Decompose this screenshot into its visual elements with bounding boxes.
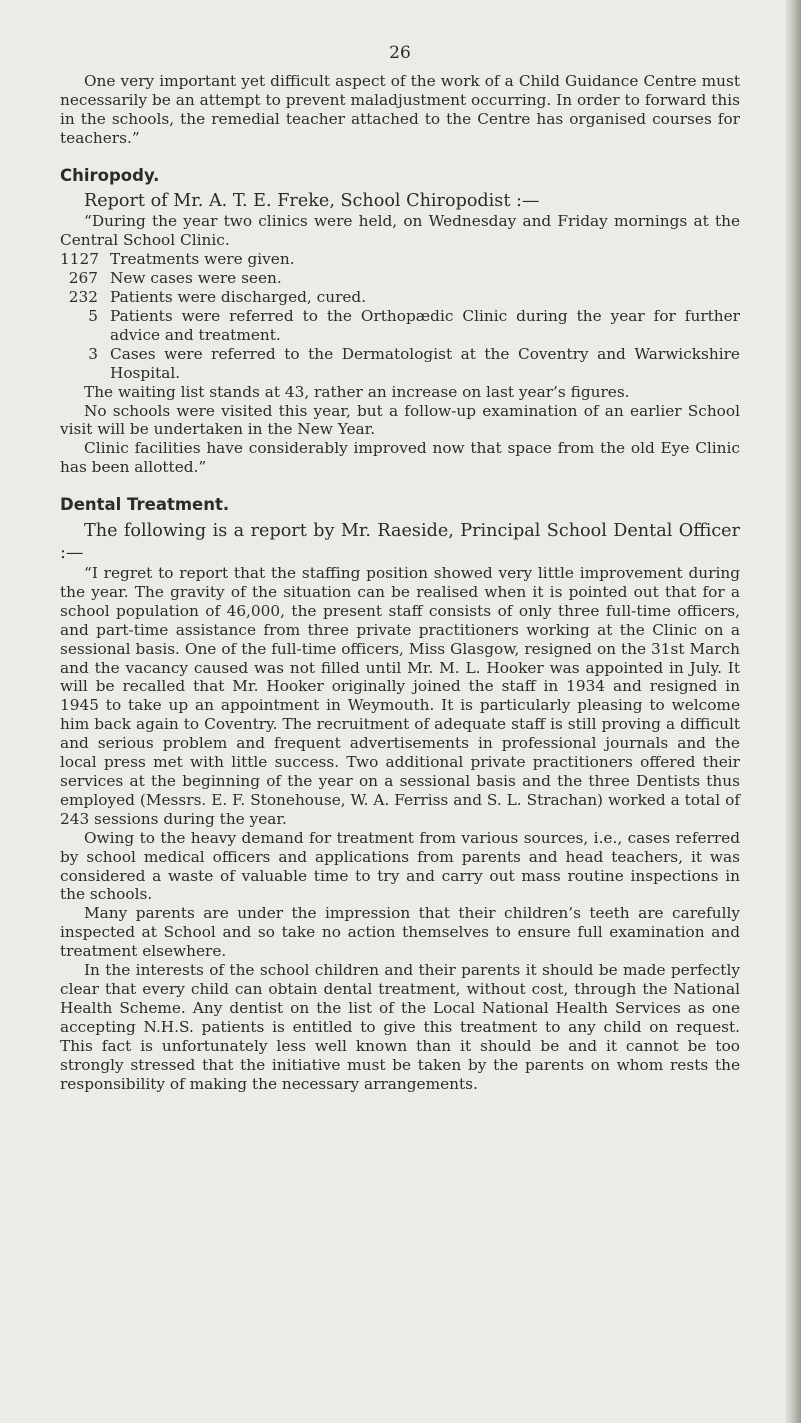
- stat-text: Patients were referred to the Orthopædic Clinic during the year for further advice and treatment.: [110, 306, 740, 344]
- chiropody-paragraph: Clinic facilities have considerably improved now that space from the old Eye Clinic has been allotted.”: [60, 439, 740, 477]
- chiropody-stats-list: [60, 250, 740, 382]
- chiropody-paragraph: No schools were visited this year, but a follow-up examination of an earlier School visit will be undertaken in the New Year.: [60, 401, 740, 439]
- stat-number: 5: [88, 306, 98, 325]
- document-page: [60, 44, 740, 1093]
- stat-row: [60, 307, 740, 345]
- dental-paragraph: Owing to the heavy demand for treatment from various sources, i.e., cases referred by school medical officers and applications from parents and head teachers, it was considered a waste of valuable time to try and carry out mass routine inspections in the schools.: [60, 828, 740, 904]
- stat-text: New cases were seen.: [110, 269, 282, 288]
- stat-row: [60, 269, 740, 288]
- chiropody-heading: Chiropody.: [60, 165, 160, 185]
- stat-row: [60, 250, 740, 269]
- intro-paragraph: One very important yet difficult aspect of the work of a Child Guidance Centre must necessarily be an attempt to prevent maladjustment occurring. In order to forward this in the schools, the remedial teacher attached to the Centre has organised courses for teachers.”: [60, 71, 740, 147]
- dental-paragraph: Many parents are under the impression that their children’s teeth are carefully inspected at School and so take no action themselves to ensure full examination and treatment elsewhere.: [60, 904, 740, 961]
- stat-text: Treatments were given.: [110, 250, 295, 269]
- chiropody-paragraph: The waiting list stands at 43, rather an increase on last year’s figures.: [84, 382, 630, 401]
- stat-row: [60, 288, 740, 307]
- stat-text: Cases were referred to the Dermatologist at the Coventry and Warwickshire Hospital.: [110, 344, 740, 382]
- dental-paragraph: In the interests of the school children and their parents it should be made perfectly clear that every child can obtain dental treatment, without cost, through the National Health Scheme. Any dentist on the list of the Local National Health Services as one accepting N.H.S. patients is entitled to give this treatment to any child on request. This fact is unfortunately less well known than it should be and it cannot be too strongly stressed that the initiative must be taken by the parents on whom rests the responsibility of making the necessary arrangements.: [60, 961, 740, 1093]
- chiropody-opening: “During the year two clinics were held, on Wednesday and Friday mornings at the Central School Clinic.: [60, 212, 740, 250]
- stat-row: [60, 345, 740, 383]
- dental-report-line: The following is a report by Mr. Raeside, Principal School Dental Officer :—: [60, 521, 740, 564]
- stat-text: Patients were discharged, cured.: [110, 288, 367, 307]
- chiropody-report-line: Report of Mr. A. T. E. Freke, School Chiropodist :—: [84, 191, 540, 212]
- stat-number: 3: [88, 344, 98, 363]
- stat-number: 1127: [60, 250, 99, 269]
- page-number: 26: [389, 43, 411, 63]
- page-edge-shadow: [785, 0, 801, 1423]
- stat-number: 232: [68, 288, 98, 307]
- dental-paragraph: “I regret to report that the staffing position showed very little improvement during the year. The gravity of the situation can be realised when it is pointed out that for a school population of 46,000, the present staff consists of only three full-time officers, and part-time assistance from three private practitioners working at the Clinic on a sessional basis. One of the full-time officers, Miss Glasgow, resigned on the 31st March and the vacancy caused was not filled until Mr. M. L. Hooker was appointed in July. It will be recalled that Mr. Hooker originally joined the staff in 1934 and resigned in 1945 to take up an appointment in Weymouth. It is particularly pleasing to welcome him back again to Coventry. The recruitment of adequate staff is still proving a difficult and serious problem and frequent advertisements in professional journals and the local press met with little success. Two additional private practitioners offered their services at the beginning of the year on a sessional basis and the three Dentists thus employed (Messrs. E. F. Stonehouse, W. A. Ferriss and S. L. Strachan) worked a total of 243 sessions during the year.: [60, 564, 740, 828]
- stat-number: 267: [68, 269, 98, 288]
- dental-heading: Dental Treatment.: [60, 495, 230, 515]
